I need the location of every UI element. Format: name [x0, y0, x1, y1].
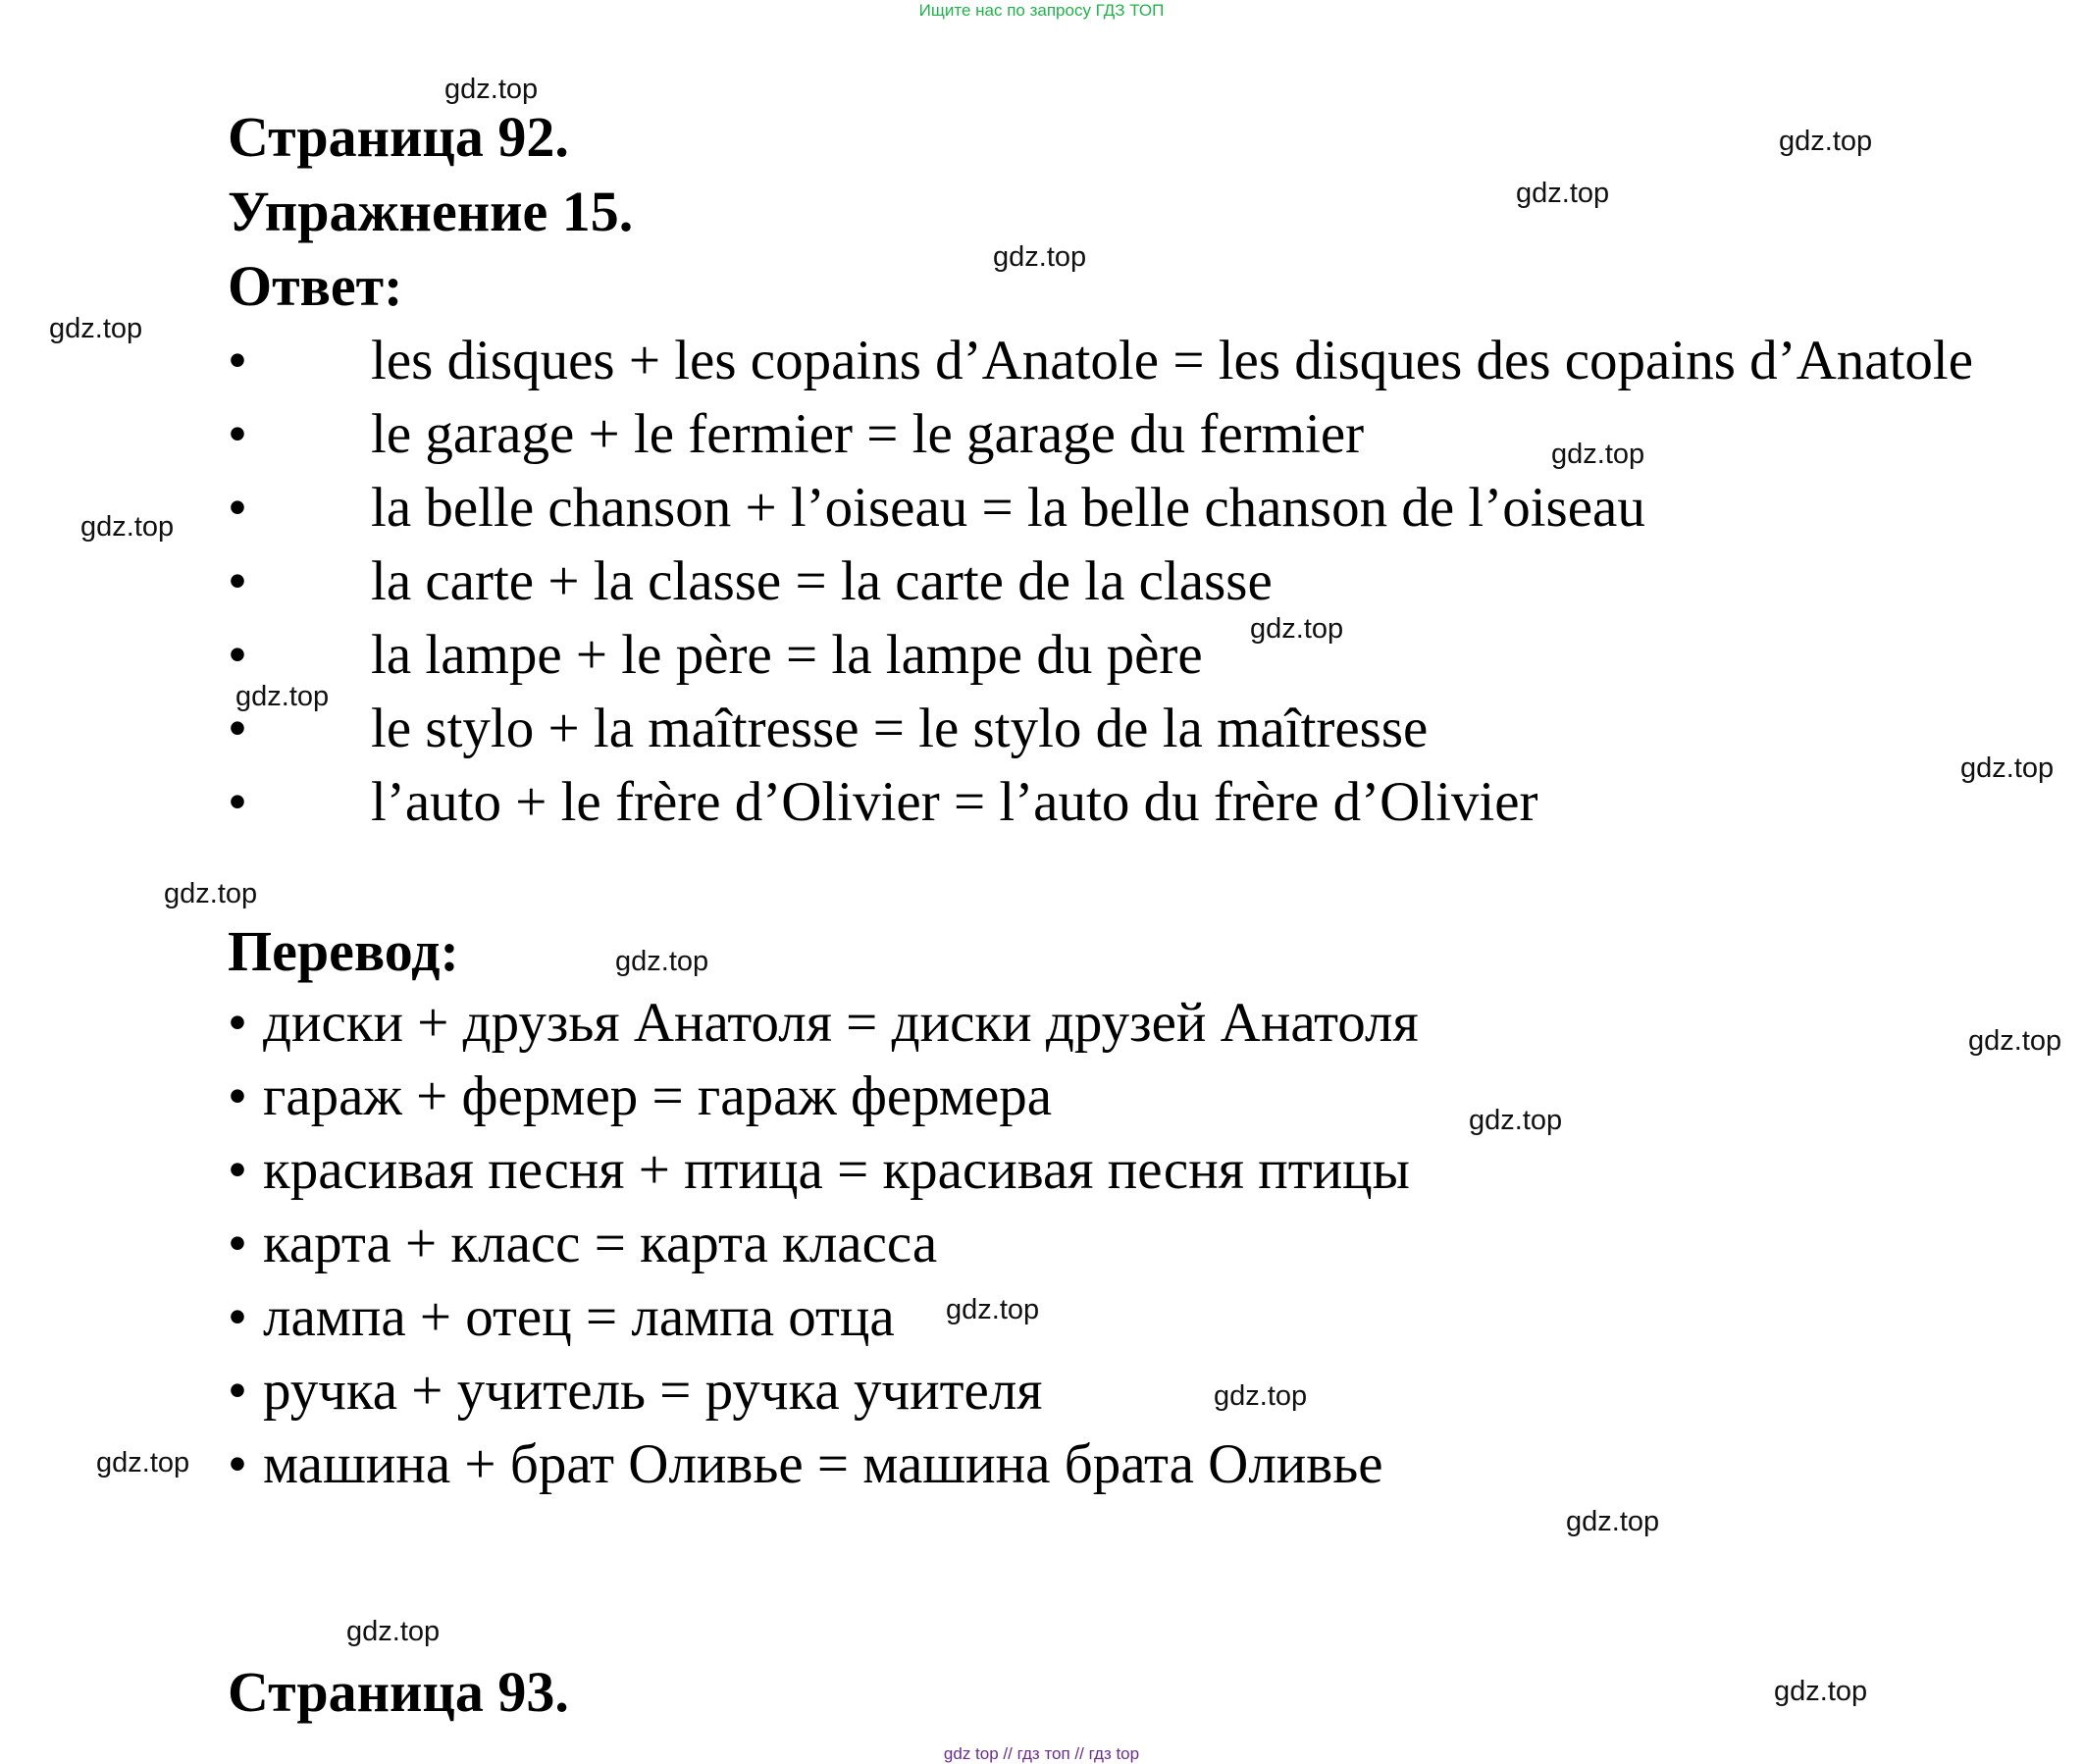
- footer-text: gdz top // гдз топ // гдз top: [943, 1744, 1140, 1763]
- answer-list: [228, 324, 1973, 839]
- watermark: gdz.top: [1566, 1506, 1660, 1537]
- exercise-title: Упражнение 15.: [228, 180, 634, 243]
- watermark: gdz.top: [1779, 126, 1873, 157]
- bullet: •: [228, 330, 247, 391]
- watermark: gdz.top: [164, 878, 258, 909]
- watermark: gdz.top: [1469, 1105, 1563, 1136]
- answer-item: [228, 397, 1973, 471]
- watermark: gdz.top: [1214, 1380, 1308, 1412]
- answer-item: [228, 324, 1973, 397]
- bullet: •: [228, 771, 247, 833]
- bullet: •: [228, 1360, 247, 1422]
- answer-item: [228, 618, 1973, 692]
- bullet: •: [228, 1286, 247, 1348]
- translation-item: [228, 1427, 1419, 1501]
- watermark: gdz.top: [346, 1616, 441, 1647]
- watermark: gdz.top: [444, 74, 539, 105]
- answer-text: le garage + le fermier = le garage du fermier: [371, 403, 1365, 465]
- bullet: •: [228, 992, 247, 1054]
- watermark: gdz.top: [1551, 439, 1645, 470]
- translation-item: [228, 1133, 1419, 1207]
- translation-item: [228, 1280, 1419, 1354]
- watermark: gdz.top: [96, 1447, 190, 1479]
- bullet: •: [228, 477, 247, 539]
- translation-text: ручка + учитель = ручка учителя: [263, 1360, 1043, 1422]
- answer-label: Ответ:: [228, 254, 403, 318]
- answer-item: [228, 692, 1973, 765]
- translation-text: гараж + фермер = гараж фермера: [263, 1065, 1053, 1127]
- translation-item: [228, 1207, 1419, 1280]
- watermark: gdz.top: [1968, 1025, 2062, 1057]
- bullet: •: [228, 1433, 247, 1495]
- watermark: gdz.top: [946, 1294, 1040, 1325]
- answer-text: le stylo + la maîtresse = le stylo de la maîtresse: [371, 698, 1429, 759]
- watermark: gdz.top: [235, 681, 330, 712]
- watermark: gdz.top: [1250, 613, 1344, 645]
- page-title: Страница 92.: [228, 105, 569, 169]
- answer-item: [228, 471, 1973, 545]
- bullet: •: [228, 624, 247, 686]
- translation-text: машина + брат Оливье = машина брата Оливье: [263, 1433, 1383, 1495]
- translation-item: [228, 986, 1419, 1060]
- top-banner: Ищите нас по запросу ГДЗ ТОП: [918, 1, 1165, 20]
- watermark: gdz.top: [49, 313, 143, 344]
- next-page-title: Страница 93.: [228, 1660, 569, 1724]
- bullet: •: [228, 403, 247, 465]
- translation-label: Перевод:: [228, 919, 459, 983]
- watermark: gdz.top: [1960, 752, 2055, 784]
- bullet: •: [228, 1213, 247, 1274]
- watermark: gdz.top: [80, 511, 175, 543]
- bullet: •: [228, 1065, 247, 1127]
- answer-text: la belle chanson + l’oiseau = la belle chanson de l’oiseau: [371, 477, 1645, 539]
- translation-text: красивая песня + птица = красивая песня птицы: [263, 1139, 1410, 1201]
- bullet: •: [228, 698, 247, 759]
- translation-text: карта + класс = карта класса: [263, 1213, 938, 1274]
- watermark: gdz.top: [1774, 1676, 1868, 1707]
- answer-item: [228, 765, 1973, 839]
- answer-item: [228, 545, 1973, 618]
- translation-text: диски + друзья Анатоля = диски друзей Анатоля: [263, 992, 1419, 1054]
- translation-text: лампа + отец = лампа отца: [263, 1286, 895, 1348]
- translation-item: [228, 1060, 1419, 1133]
- answer-text: la carte + la classe = la carte de la classe: [371, 550, 1273, 612]
- bullet: •: [228, 550, 247, 612]
- answer-text: les disques + les copains d’Anatole = les disques des copains d’Anatole: [371, 330, 1974, 391]
- answer-text: la lampe + le père = la lampe du père: [371, 624, 1203, 686]
- watermark: gdz.top: [993, 241, 1087, 273]
- watermark: gdz.top: [615, 946, 709, 977]
- watermark: gdz.top: [1516, 178, 1610, 209]
- translation-list: [228, 986, 1419, 1501]
- bullet: •: [228, 1139, 247, 1201]
- answer-text: l’auto + le frère d’Olivier = l’auto du frère d’Olivier: [371, 771, 1538, 833]
